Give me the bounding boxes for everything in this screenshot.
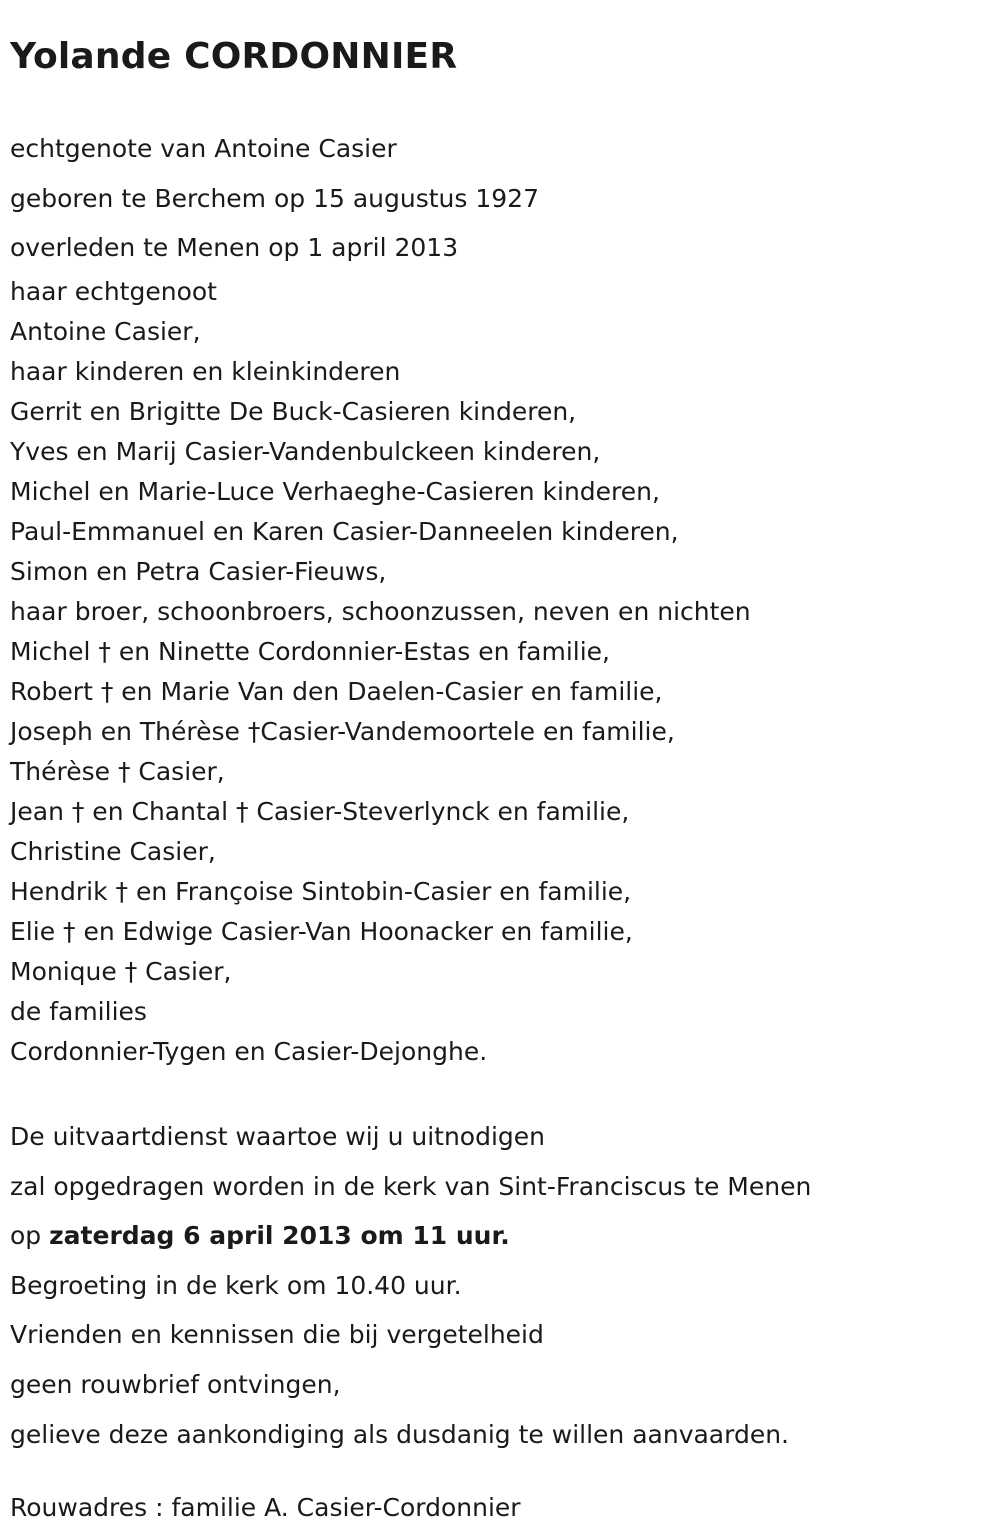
funeral-datetime-prefix: op: [10, 1221, 42, 1251]
family-line: Paul-Emmanuel en Karen Casier-Danneelen kinderen,: [10, 517, 679, 546]
funeral-note-line: gelieve deze aankondiging als dusdanig te willen aanvaarden.: [10, 1419, 790, 1449]
family-line: haar echtgenoot: [10, 277, 217, 306]
funeral-greeting-time: Begroeting in de kerk om 10.40 uur.: [10, 1270, 462, 1300]
family-line: de families: [10, 997, 147, 1026]
funeral-note-line: Vrienden en kennissen die bij vergetelheid: [10, 1320, 544, 1350]
funeral-invitation: De uitvaartdienst waartoe wij u uitnodigen: [10, 1122, 546, 1151]
family-line: haar kinderen en kleinkinderen: [10, 357, 401, 386]
family-line: Michel en Marie-Luce Verhaeghe-Casieren kinderen,: [10, 477, 660, 506]
family-line: Hendrik † en Françoise Sintobin-Casier en familie,: [10, 877, 632, 906]
family-line: haar broer, schoonbroers, schoonzussen, neven en nichten: [10, 597, 751, 626]
family-line: Robert † en Marie Van den Daelen-Casier en familie,: [10, 677, 663, 706]
family-line: Antoine Casier,: [10, 317, 201, 346]
intro-line-death: overleden te Menen op 1 april 2013: [10, 233, 459, 262]
family-line: Joseph en Thérèse †Casier-Vandemoortele en familie,: [10, 717, 675, 746]
mourning-address: Rouwadres : familie A. Casier-Cordonnier: [10, 1493, 521, 1522]
family-line: Simon en Petra Casier-Fieuws,: [10, 557, 387, 586]
funeral-datetime-bold: zaterdag 6 april 2013 om 11 uur.: [49, 1221, 510, 1251]
family-line: Gerrit en Brigitte De Buck-Casieren kinderen,: [10, 397, 577, 426]
funeral-datetime: [10, 1211, 811, 1261]
family-section: [10, 272, 751, 1072]
funeral-location: zal opgedragen worden in de kerk van Sint-Franciscus te Menen: [10, 1171, 812, 1201]
family-line: Monique † Casier,: [10, 957, 232, 986]
intro-line-spouse: echtgenote van Antoine Casier: [10, 134, 397, 163]
family-line: Michel † en Ninette Cordonnier-Estas en familie,: [10, 637, 610, 666]
intro-line-birth: geboren te Berchem op 15 augustus 1927: [10, 183, 539, 213]
intro-section: [10, 124, 539, 273]
family-line: Thérèse † Casier,: [10, 757, 225, 786]
funeral-note-line: geen rouwbrief ontvingen,: [10, 1369, 341, 1399]
funeral-section: [10, 1112, 811, 1459]
family-line: Christine Casier,: [10, 837, 216, 866]
deceased-name: Yolande CORDONNIER: [10, 36, 458, 77]
family-line: Yves en Marij Casier-Vandenbulckeen kinderen,: [10, 437, 601, 466]
family-line: Jean † en Chantal † Casier-Steverlynck en familie,: [10, 797, 630, 826]
family-line: Cordonnier-Tygen en Casier-Dejonghe.: [10, 1037, 488, 1066]
family-line: Elie † en Edwige Casier-Van Hoonacker en familie,: [10, 917, 633, 946]
